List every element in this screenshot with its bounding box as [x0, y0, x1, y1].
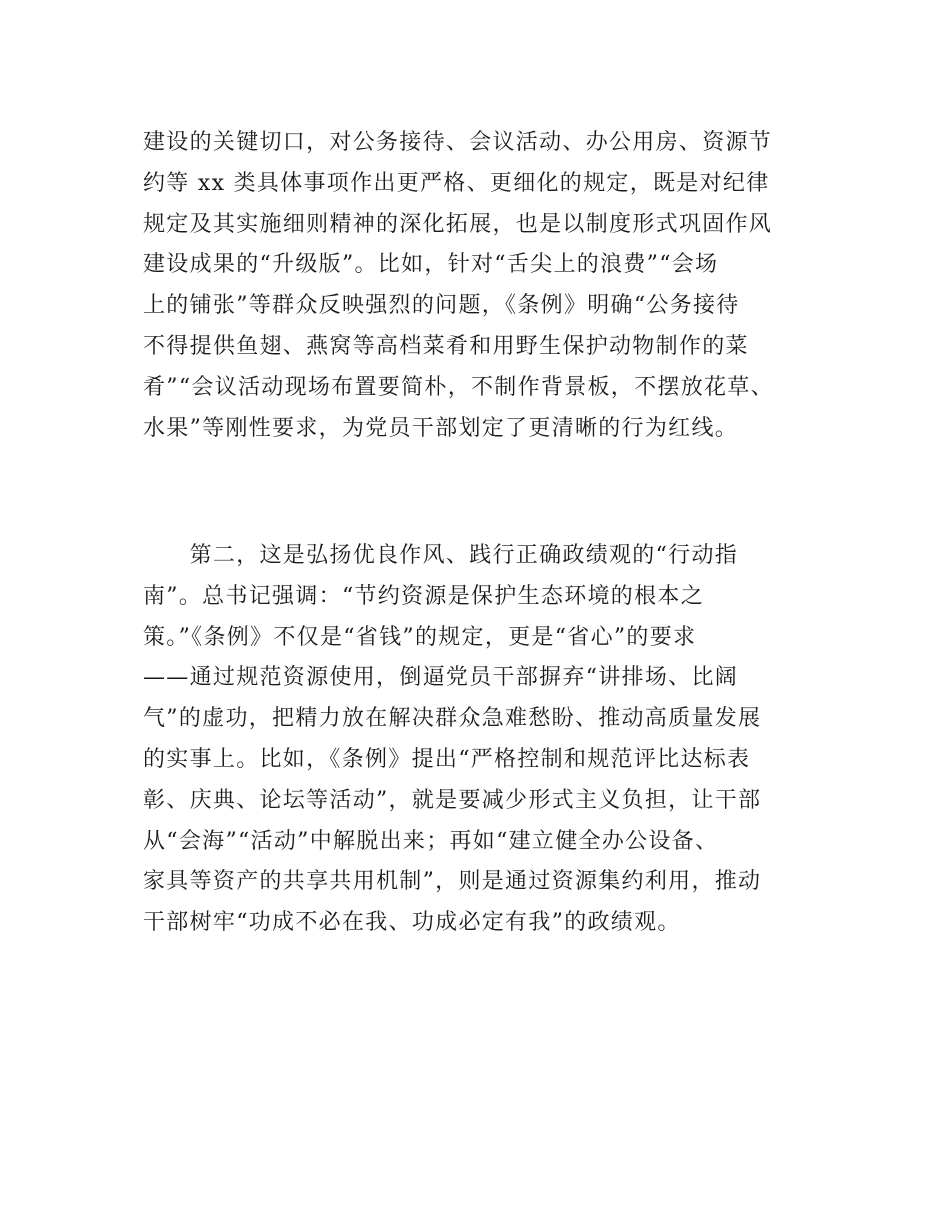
text-line: 策。”《条例》不仅是“省钱”的规定，更是“省心”的要求	[143, 624, 697, 650]
text-line: 规定及其实施细则精神的深化拓展，也是以制度形式巩固作风	[143, 211, 773, 237]
text-line: 彰、庆典、论坛等活动”，就是要减少形式主义负担，让干部	[143, 787, 762, 813]
text-line: ——通过规范资源使用，倒逼党员干部摒弃“讲排场、比阔	[143, 665, 739, 691]
text-line: 的实事上。比如，《条例》提出“严格控制和规范评比达标表	[143, 746, 751, 772]
text-line: 从“会海”“活动”中解脱出来；再如“建立健全办公设备、	[143, 828, 719, 854]
text-line: 家具等资产的共享共用机制”，则是通过资源集约利用，推动	[143, 869, 762, 895]
text-line: 肴”“会议活动现场布置要简朴，不制作背景板，不摆放花草、	[143, 374, 774, 400]
text-line: 约等 xx 类具体事项作出更严格、更细化的规定，既是对纪律	[143, 170, 770, 196]
text-line: 不得提供鱼翅、燕窝等高档菜肴和用野生保护动物制作的菜	[143, 333, 749, 359]
text-line: 气”的虚功，把精力放在解决群众急难愁盼、推动高质量发展	[143, 706, 762, 732]
text-line: 水果”等刚性要求，为党员干部划定了更清晰的行为红线。	[143, 415, 739, 441]
text-line: 建设成果的“升级版”。比如，针对“舌尖上的浪费”“会场	[143, 252, 719, 278]
paragraph-2	[143, 536, 823, 944]
paragraph-1	[143, 123, 823, 449]
text-line: 第二，这是弘扬优良作风、践行正确政绩观的“行动指	[143, 543, 739, 568]
text-line: 南”。总书记强调：“节约资源是保护生态环境的根本之	[143, 583, 704, 609]
text-line: 建设的关键切口，对公务接待、会议活动、办公用房、资源节	[143, 130, 773, 155]
text-line: 上的铺张”等群众反映强烈的问题，《条例》明确“公务接待	[143, 293, 740, 319]
text-line: 干部树牢“功成不必在我、功成必定有我”的政绩观。	[143, 910, 681, 936]
